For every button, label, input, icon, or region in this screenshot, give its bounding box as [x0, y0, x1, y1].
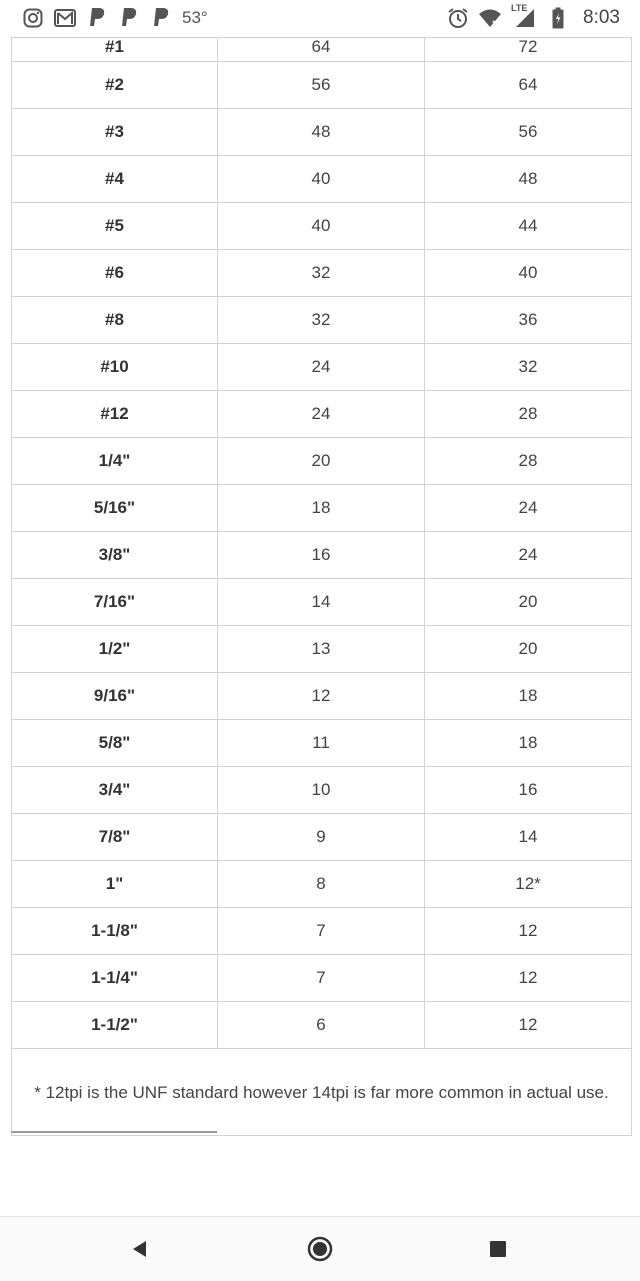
- fine-cell: 24: [425, 532, 632, 579]
- recents-button[interactable]: [466, 1217, 530, 1281]
- network-label: LTE: [511, 3, 528, 13]
- table-row: [12, 579, 632, 626]
- coarse-cell: 64: [218, 38, 425, 62]
- footnote: * 12tpi is the UNF standard however 14tpi is far more common in actual use.: [12, 1049, 632, 1136]
- home-button[interactable]: [288, 1217, 352, 1281]
- table-row: [12, 344, 632, 391]
- divider: [11, 1131, 217, 1133]
- lte-signal-icon: [511, 3, 537, 29]
- size-cell: #2: [12, 62, 218, 109]
- size-cell: 7/8": [12, 814, 218, 861]
- fine-cell: 44: [425, 203, 632, 250]
- size-cell: 9/16": [12, 673, 218, 720]
- fine-cell: 12: [425, 1002, 632, 1049]
- coarse-cell: 10: [218, 767, 425, 814]
- battery-icon: [547, 7, 569, 29]
- fine-cell: 36: [425, 297, 632, 344]
- table-row: [12, 673, 632, 720]
- status-bar-left: [22, 7, 208, 29]
- size-cell: #8: [12, 297, 218, 344]
- fine-cell: 24: [425, 485, 632, 532]
- coarse-cell: 40: [218, 203, 425, 250]
- fine-cell: 14: [425, 814, 632, 861]
- fine-cell: 56: [425, 109, 632, 156]
- fine-cell: 28: [425, 391, 632, 438]
- coarse-cell: 24: [218, 391, 425, 438]
- size-cell: 3/4": [12, 767, 218, 814]
- alarm-icon: [447, 7, 469, 29]
- size-cell: 1/4": [12, 438, 218, 485]
- table-row: [12, 908, 632, 955]
- size-cell: 7/16": [12, 579, 218, 626]
- navigation-bar: [0, 1216, 640, 1281]
- coarse-cell: 13: [218, 626, 425, 673]
- fine-cell: 12: [425, 908, 632, 955]
- coarse-cell: 9: [218, 814, 425, 861]
- coarse-cell: 16: [218, 532, 425, 579]
- table-row: [12, 720, 632, 767]
- coarse-cell: 6: [218, 1002, 425, 1049]
- paypal-icon: [118, 7, 140, 29]
- paypal-icon: [86, 7, 108, 29]
- fine-cell: 12*: [425, 861, 632, 908]
- back-button[interactable]: [108, 1217, 172, 1281]
- coarse-cell: 24: [218, 344, 425, 391]
- fine-cell: 64: [425, 62, 632, 109]
- fine-cell: 32: [425, 344, 632, 391]
- size-cell: 1-1/8": [12, 908, 218, 955]
- coarse-cell: 12: [218, 673, 425, 720]
- size-cell: 1": [12, 861, 218, 908]
- fine-cell: 18: [425, 673, 632, 720]
- table-row: [12, 1002, 632, 1049]
- fine-cell: 48: [425, 156, 632, 203]
- fine-cell: 28: [425, 438, 632, 485]
- coarse-cell: 40: [218, 156, 425, 203]
- table-row: [12, 109, 632, 156]
- instagram-icon: [22, 7, 44, 29]
- fine-cell: 20: [425, 626, 632, 673]
- recents-icon: [489, 1240, 507, 1258]
- table-row: [12, 532, 632, 579]
- thread-table: [11, 37, 631, 1136]
- coarse-cell: 14: [218, 579, 425, 626]
- size-cell: #1: [12, 38, 218, 62]
- coarse-cell: 7: [218, 955, 425, 1002]
- size-cell: 1-1/4": [12, 955, 218, 1002]
- size-cell: #5: [12, 203, 218, 250]
- status-bar: [0, 0, 640, 36]
- table-row: [12, 767, 632, 814]
- size-cell: #4: [12, 156, 218, 203]
- coarse-cell: 11: [218, 720, 425, 767]
- table-row: [12, 814, 632, 861]
- coarse-cell: 32: [218, 297, 425, 344]
- fine-cell: 12: [425, 955, 632, 1002]
- status-bar-right: [447, 3, 620, 29]
- coarse-cell: 56: [218, 62, 425, 109]
- fine-cell: 18: [425, 720, 632, 767]
- size-cell: 3/8": [12, 532, 218, 579]
- table-row: [12, 861, 632, 908]
- size-cell: 5/8": [12, 720, 218, 767]
- back-icon: [130, 1239, 150, 1259]
- table-row: [12, 391, 632, 438]
- table-row: [12, 438, 632, 485]
- size-cell: #12: [12, 391, 218, 438]
- fine-cell: 72: [425, 38, 632, 62]
- footnote-row: [12, 1049, 632, 1136]
- size-cell: 1-1/2": [12, 1002, 218, 1049]
- size-cell: #10: [12, 344, 218, 391]
- table-row: [12, 203, 632, 250]
- wifi-icon: [479, 7, 501, 29]
- size-cell: #6: [12, 250, 218, 297]
- table-row: [12, 156, 632, 203]
- paypal-icon: [150, 7, 172, 29]
- gmail-icon: [54, 7, 76, 29]
- fine-cell: 16: [425, 767, 632, 814]
- coarse-cell: 20: [218, 438, 425, 485]
- temperature: 53°: [182, 8, 208, 27]
- fine-cell: 40: [425, 250, 632, 297]
- clock: 8:03: [583, 7, 620, 28]
- table-row: [12, 626, 632, 673]
- size-cell: #3: [12, 109, 218, 156]
- coarse-cell: 8: [218, 861, 425, 908]
- table-row: [12, 62, 632, 109]
- coarse-cell: 32: [218, 250, 425, 297]
- home-icon: [306, 1235, 334, 1263]
- table-row: [12, 297, 632, 344]
- size-cell: 5/16": [12, 485, 218, 532]
- size-cell: 1/2": [12, 626, 218, 673]
- table-row: [12, 955, 632, 1002]
- coarse-cell: 48: [218, 109, 425, 156]
- coarse-cell: 7: [218, 908, 425, 955]
- table-row: [12, 250, 632, 297]
- table-row: [12, 485, 632, 532]
- table-row-partial: [12, 38, 632, 62]
- coarse-cell: 18: [218, 485, 425, 532]
- fine-cell: 20: [425, 579, 632, 626]
